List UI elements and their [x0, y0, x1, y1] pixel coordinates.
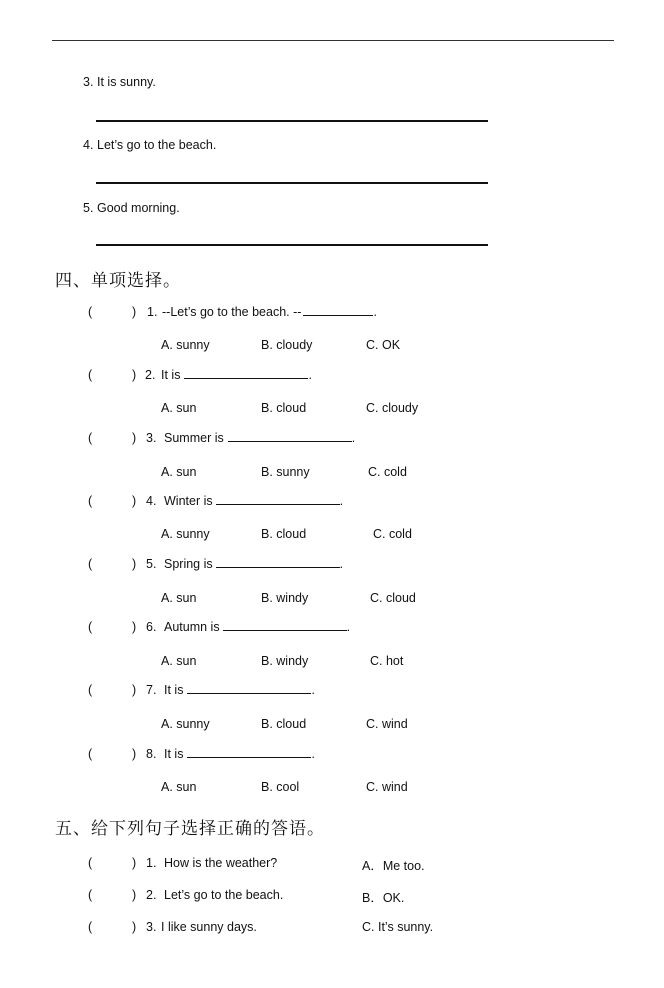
- option: B. windy: [261, 654, 309, 668]
- paren-open: (: [88, 620, 93, 634]
- answer-option: A．Me too.: [362, 859, 425, 873]
- option: B. cloud: [261, 717, 307, 731]
- stem-text: Winter is: [164, 494, 213, 508]
- question-stem: [164, 494, 343, 508]
- item-number: 3.: [83, 75, 94, 89]
- question-stem: [162, 305, 377, 319]
- option: A. sun: [161, 401, 197, 415]
- answer-blank[interactable]: [187, 683, 311, 694]
- question-stem: [164, 557, 343, 571]
- paren-open: (: [88, 683, 93, 697]
- option: C. cloud: [370, 591, 416, 605]
- answer-line[interactable]: [96, 120, 488, 122]
- stem-end: .: [311, 683, 315, 697]
- paren-open: (: [88, 747, 93, 761]
- question-text: How is the weather?: [164, 856, 278, 870]
- question-stem: [164, 747, 315, 761]
- stem-end: .: [351, 431, 356, 445]
- stem-end: .: [373, 305, 377, 319]
- answer-blank[interactable]: [223, 620, 347, 631]
- section-title: 四、单项选择。: [55, 271, 181, 291]
- question-stem: [164, 683, 315, 697]
- paren-open: (: [88, 920, 93, 934]
- question-text: I like sunny days.: [161, 920, 257, 934]
- question-stem: [161, 368, 312, 382]
- paren-close: ): [132, 368, 137, 382]
- answer-blank[interactable]: [216, 557, 340, 568]
- paren-close: ): [132, 557, 137, 571]
- option: C. wind: [366, 780, 408, 794]
- stem-end: .: [308, 368, 312, 382]
- option: B. sunny: [261, 465, 310, 479]
- answer-option: C. It’s sunny.: [362, 920, 434, 934]
- option: A. sun: [161, 591, 197, 605]
- stem-text: Spring is: [164, 557, 213, 571]
- option: A. sun: [161, 654, 197, 668]
- paren-open: (: [88, 888, 93, 902]
- paren-open: (: [88, 494, 93, 508]
- question-number: 7.: [146, 683, 157, 697]
- stem-text: Summer is: [164, 431, 224, 445]
- answer-line[interactable]: [96, 244, 488, 246]
- paren-close: ): [132, 920, 137, 934]
- paren-open: (: [88, 305, 93, 319]
- item-number: 2.: [146, 888, 157, 902]
- answer-blank[interactable]: [303, 305, 373, 316]
- question-stem: [164, 431, 355, 445]
- option: B. cool: [261, 780, 300, 794]
- paren-open: (: [88, 557, 93, 571]
- stem-text: --Let’s go to the beach. --: [162, 305, 302, 319]
- option: A. sunny: [161, 338, 210, 352]
- option: B. cloud: [261, 401, 307, 415]
- stem-text: It is: [164, 683, 184, 697]
- option: B. cloudy: [261, 338, 313, 352]
- answer-blank[interactable]: [228, 431, 352, 442]
- paren-open: (: [88, 431, 93, 445]
- option: C. cold: [373, 527, 412, 541]
- paren-close: ): [132, 494, 137, 508]
- option: B. cloud: [261, 527, 307, 541]
- stem-text: It is: [164, 747, 184, 761]
- question-number: 3.: [146, 431, 157, 445]
- paren-close: ): [132, 431, 137, 445]
- option: A. sun: [161, 780, 197, 794]
- stem-end: .: [346, 620, 351, 634]
- paren-close: ): [132, 683, 137, 697]
- answer-blank[interactable]: [187, 747, 311, 758]
- item-number: 3.: [146, 920, 157, 934]
- item-number: 1.: [146, 856, 157, 870]
- option: C. cold: [368, 465, 407, 479]
- question-stem: [164, 620, 350, 634]
- stem-text: It is: [161, 368, 181, 382]
- paren-open: (: [88, 856, 93, 870]
- answer-blank[interactable]: [184, 368, 308, 379]
- question-number: 2.: [145, 368, 156, 382]
- stem-end: .: [339, 557, 344, 571]
- answer-blank[interactable]: [216, 494, 340, 505]
- option: A. sunny: [161, 717, 210, 731]
- paren-open: (: [88, 368, 93, 382]
- question-number: 6.: [146, 620, 157, 634]
- question-number: 5.: [146, 557, 157, 571]
- paren-close: ): [132, 856, 137, 870]
- question-number: 1.: [147, 305, 158, 319]
- paren-close: ): [132, 747, 137, 761]
- answer-option: B．OK.: [362, 891, 405, 905]
- question-number: 4.: [146, 494, 157, 508]
- stem-end: .: [339, 494, 344, 508]
- option: C. wind: [366, 717, 408, 731]
- paren-close: ): [132, 620, 137, 634]
- item-text: It is sunny.: [97, 75, 156, 89]
- item-number: 4.: [83, 138, 94, 152]
- option: A. sunny: [161, 527, 210, 541]
- item-number: 5.: [83, 201, 94, 215]
- item-text: Good morning.: [97, 201, 180, 215]
- paren-close: ): [132, 305, 137, 319]
- item-text: Let’s go to the beach.: [97, 138, 217, 152]
- answer-line[interactable]: [96, 182, 488, 184]
- header-rule: [52, 40, 614, 41]
- stem-end: .: [311, 747, 315, 761]
- paren-close: ): [132, 888, 137, 902]
- option: B. windy: [261, 591, 309, 605]
- question-text: Let’s go to the beach.: [164, 888, 284, 902]
- stem-text: Autumn is: [164, 620, 220, 634]
- option: C. hot: [370, 654, 404, 668]
- section-title: 五、给下列句子选择正确的答语。: [55, 819, 325, 839]
- question-number: 8.: [146, 747, 157, 761]
- option: C. OK: [366, 338, 401, 352]
- option: C. cloudy: [366, 401, 419, 415]
- option: A. sun: [161, 465, 197, 479]
